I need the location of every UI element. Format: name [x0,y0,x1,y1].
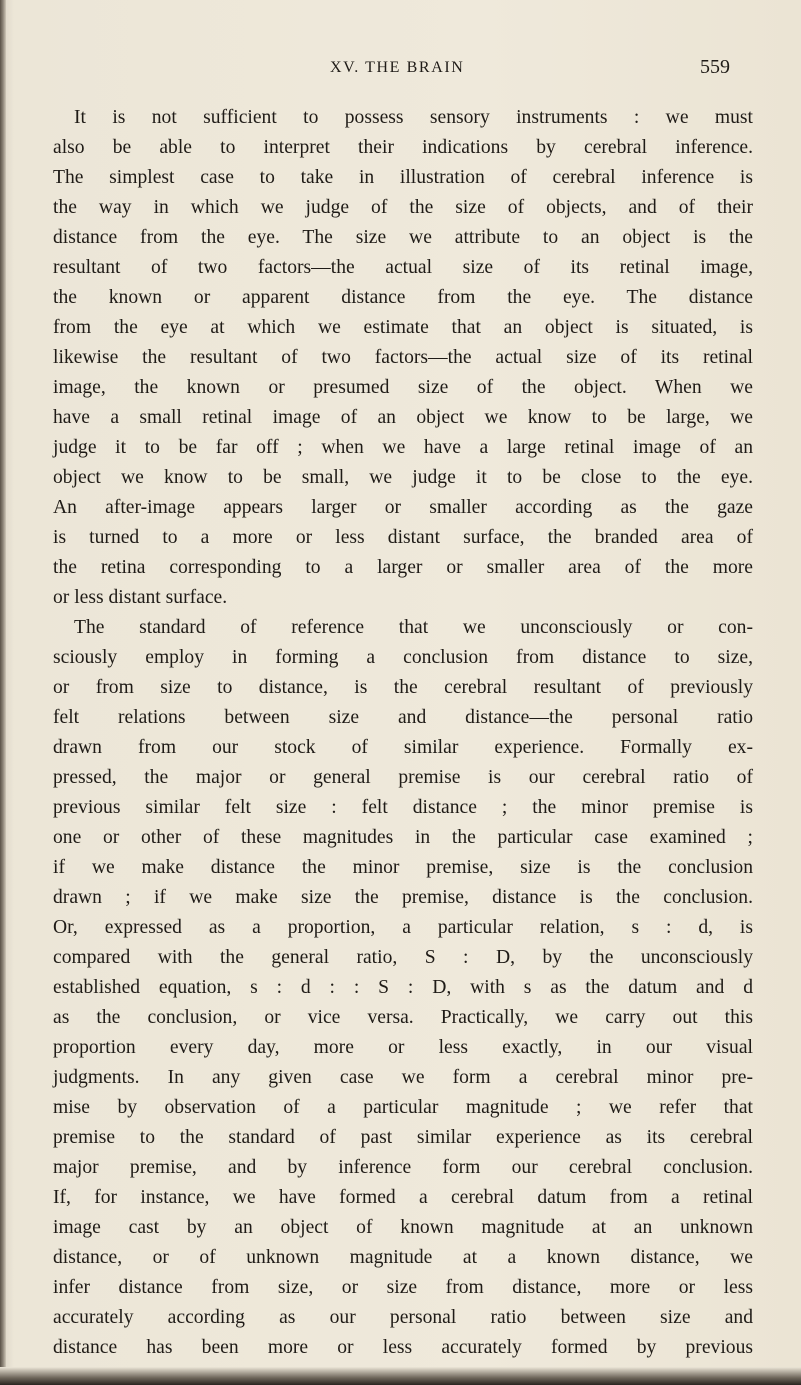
page-spine-shadow [0,0,6,1385]
text-line: likewise the resultant of two factors—the actual size of its retinal [53,347,753,368]
text-line: The standard of reference that we unconsciously or con- [74,617,753,638]
text-line: compared with the general ratio, S : D, by the unconsciously [53,947,753,968]
paragraph-2 [53,613,753,1363]
text-line: established equation, s : d : : S : D, with s as the datum and d [53,977,753,998]
text-line: drawn from our stock of similar experience. Formally ex- [53,737,753,758]
paragraph-1 [53,103,753,613]
text-line: have a small retinal image of an object we know to be large, we [53,407,753,428]
text-line: distance from the eye. The size we attribute to an object is the [53,227,753,248]
text-line: from the eye at which we estimate that an object is situated, is [53,317,753,338]
text-line: An after-image appears larger or smaller according as the gaze [53,497,753,518]
text-line: Or, expressed as a proportion, a particular relation, s : d, is [53,917,753,938]
text-line: if we make distance the minor premise, size is the conclusion [53,857,753,878]
body-text [53,103,753,1363]
text-line: or from size to distance, is the cerebral resultant of previously [53,677,753,698]
text-line: drawn ; if we make size the premise, distance is the conclusion. [53,887,753,908]
text-line: one or other of these magnitudes in the particular case examined ; [53,827,753,848]
text-line: major premise, and by inference form our cerebral conclusion. [53,1157,753,1178]
text-line: It is not sufficient to possess sensory instruments : we must [74,107,753,128]
text-line: premise to the standard of past similar experience as its cerebral [53,1127,753,1148]
text-line: image cast by an object of known magnitude at an unknown [53,1217,753,1238]
text-line: The simplest case to take in illustration of cerebral inference is [53,167,753,188]
page-number: 559 [700,56,730,78]
text-line: judge it to be far off ; when we have a large retinal image of an [53,437,753,458]
text-line: as the conclusion, or vice versa. Practically, we carry out this [53,1007,753,1028]
text-line: object we know to be small, we judge it to be close to the eye. [53,467,753,488]
text-line: mise by observation of a particular magnitude ; we refer that [53,1097,753,1118]
text-line: proportion every day, more or less exactly, in our visual [53,1037,753,1058]
text-line: sciously employ in forming a conclusion from distance to size, [53,647,753,668]
text-line: accurately according as our personal ratio between size and [53,1307,753,1328]
text-line: resultant of two factors—the actual size of its retinal image, [53,257,753,278]
text-line: distance, or of unknown magnitude at a known distance, we [53,1247,753,1268]
running-head [0,50,801,90]
text-line: previous similar felt size : felt distance ; the minor premise is [53,797,753,818]
page-bottom-edge [0,1367,801,1385]
running-title: XV. THE BRAIN [330,59,465,76]
text-line: the retina corresponding to a larger or smaller area of the more [53,557,753,578]
text-line: distance has been more or less accurately formed by previous [53,1337,753,1358]
text-line: image, the known or presumed size of the object. When we [53,377,753,398]
text-line: is turned to a more or less distant surface, the branded area of [53,527,753,548]
text-line: pressed, the major or general premise is our cerebral ratio of [53,767,753,788]
text-line: the known or apparent distance from the eye. The distance [53,287,753,308]
text-line: If, for instance, we have formed a cerebral datum from a retinal [53,1187,753,1208]
text-line: also be able to interpret their indications by cerebral inference. [53,137,753,158]
text-line: infer distance from size, or size from distance, more or less [53,1277,753,1298]
text-line: felt relations between size and distance—the personal ratio [53,707,753,728]
text-line: judgments. In any given case we form a cerebral minor pre- [53,1067,753,1088]
text-line: the way in which we judge of the size of objects, and of their [53,197,753,218]
text-line: or less distant surface. [53,587,228,608]
